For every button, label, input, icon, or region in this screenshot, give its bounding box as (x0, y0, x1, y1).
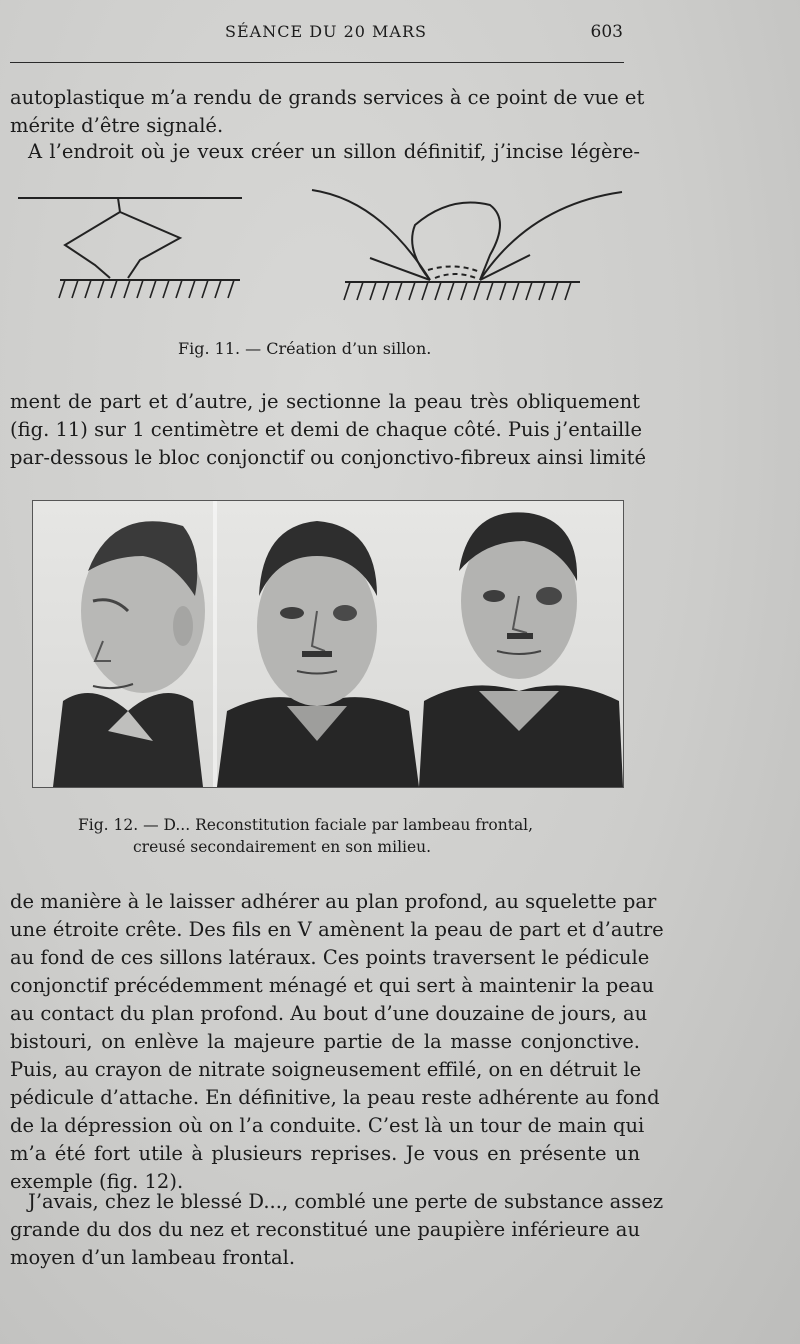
text-line: conjonctif précédemment ménagé et qui sert à maintenir la peau (10, 974, 655, 997)
text-line: au fond de ces sillons latéraux. Ces points traversent le pédicule (10, 946, 650, 969)
portrait-drawing (33, 501, 217, 787)
text-line: (fig. 11) sur 1 centimètre et demi de chaque côté. Puis j’entaille (10, 418, 643, 441)
page-number: 603 (590, 22, 623, 42)
portrait-drawing (419, 501, 623, 787)
text-line: autoplastique m’a rendu de grands services à ce point de vue et (10, 86, 645, 109)
suture-lines (428, 266, 480, 278)
figure-11-diagram (10, 180, 630, 315)
cut-curve-right (480, 192, 622, 280)
text-line: Puis, au crayon de nitrate soigneusement effilé, on en détruit le (10, 1058, 642, 1081)
text-line: moyen d’un lambeau frontal. (10, 1246, 296, 1269)
deep-plane-hatching (59, 280, 234, 298)
text-line: exemple (fig. 12). (10, 1170, 184, 1193)
figure-12-caption-line-1: Fig. 12. — D... Reconstitution faciale par lambeau frontal, (78, 816, 534, 834)
text-line: mérite d’être signalé. (10, 114, 224, 137)
running-head: SÉANCE DU 20 MARS (225, 22, 427, 41)
text-line: par-dessous le bloc conjonctif ou conjonctivo-fibreux ainsi limité (10, 446, 647, 469)
text-line: une étroite crête. Des fils en V amènent la peau de part et d’autre (10, 918, 664, 941)
text-line: de manière à le laisser adhérer au plan profond, au squelette par (10, 890, 657, 913)
text-line: A l’endroit où je veux créer un sillon définitif, j’incise légère- (28, 140, 640, 163)
text-line: grande du dos du nez et reconstitué une paupière inférieure au (10, 1218, 640, 1241)
photo-front-right (419, 501, 623, 787)
text-line: au contact du plan profond. Au bout d’une douzaine de jours, au (10, 1002, 648, 1025)
deep-plane-hatching-2 (344, 282, 571, 300)
text-line: pédicule d’attache. En définitive, la peau reste adhérente au fond (10, 1086, 660, 1109)
text-line: J’avais, chez le blessé D..., comblé une perte de substance assez (28, 1190, 664, 1213)
flap-outline-right (120, 212, 180, 278)
paragraph-4 (10, 888, 664, 1196)
figure-12-photographs (32, 500, 624, 788)
portrait-drawing (217, 501, 419, 787)
paragraph-3 (10, 388, 647, 472)
text-line: bistouri, on enlève la majeure partie de la masse conjonctive. (10, 1030, 640, 1053)
text-line: de la dépression où on l’a conduite. C’est là un tour de main qui (10, 1114, 645, 1137)
paragraph-2 (10, 138, 640, 166)
figure-12-caption-line-2: creusé secondairement en son milieu. (133, 838, 432, 856)
text-line: m’a été fort utile à plusieurs reprises. Je vous en présente un (10, 1142, 640, 1165)
paragraph-5 (10, 1188, 664, 1272)
photo-profile-left (33, 501, 218, 787)
skin-flap-edges (370, 255, 530, 280)
conjunctive-block (412, 203, 500, 281)
figure-11-caption: Fig. 11. — Création d’un sillon. (178, 339, 432, 358)
flap-outline-left (65, 198, 120, 278)
text-line: ment de part et d’autre, je sectionne la peau très obliquement (10, 390, 640, 413)
paragraph-1 (10, 84, 645, 140)
photo-front-center (217, 501, 420, 787)
header-rule (10, 62, 624, 63)
page-header (10, 20, 625, 46)
